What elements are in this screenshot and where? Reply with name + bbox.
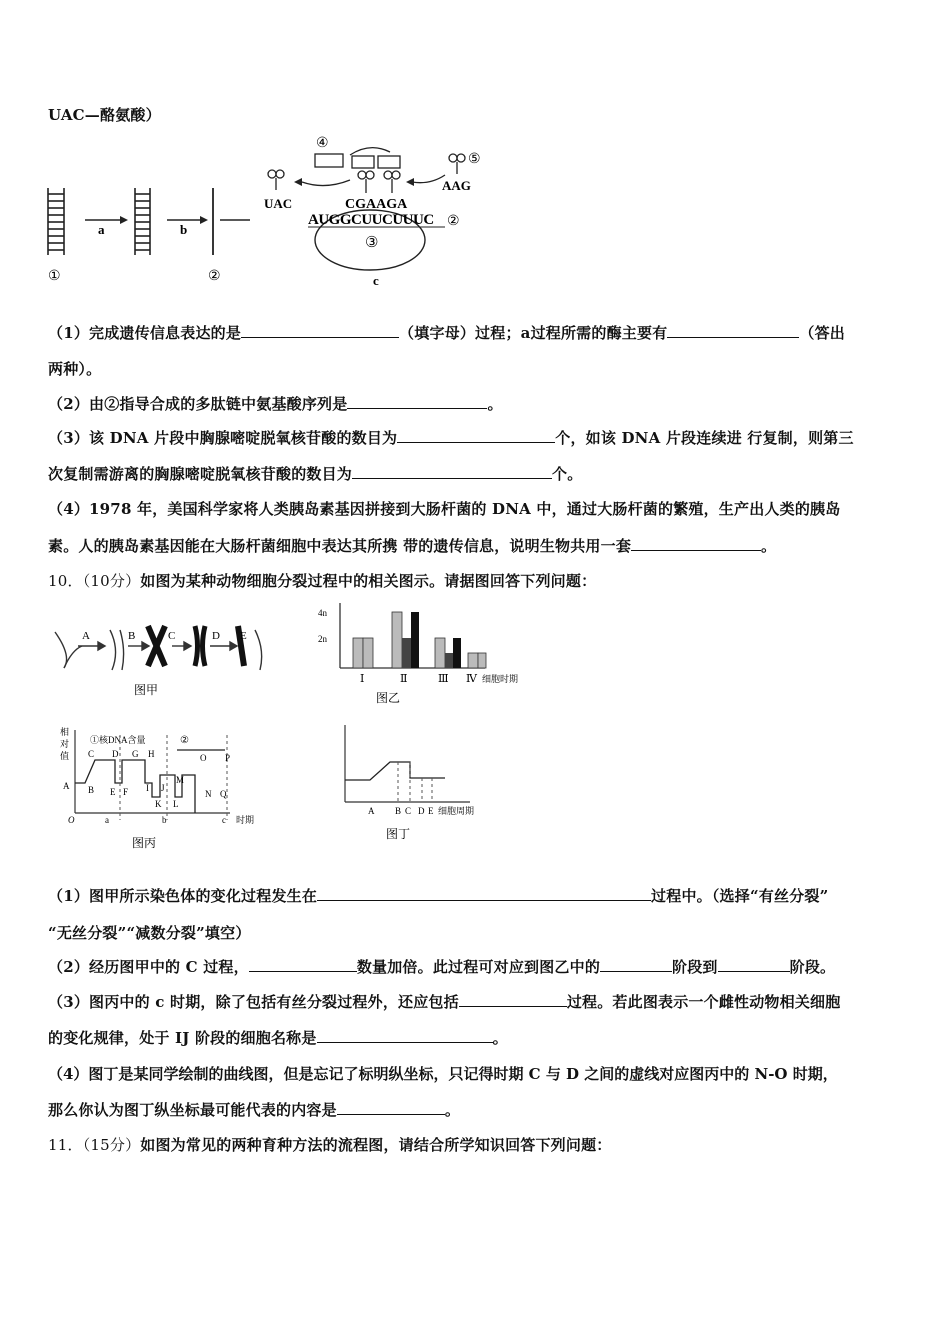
- label-num1: ①: [48, 269, 61, 284]
- q9-part1-line1: （1）完成遗传信息表达的是 （填字母）过程；a过程所需的酶主要有 （答出: [48, 324, 845, 342]
- label-num2-right: ②: [447, 214, 460, 229]
- yi-bar: [453, 638, 461, 668]
- dna-expression-figure: [40, 130, 500, 295]
- trna-pair: [350, 148, 400, 193]
- trna-right-label: AAG: [442, 178, 471, 193]
- yi-bar: [468, 653, 478, 668]
- jia-caption: 图甲: [134, 683, 159, 697]
- ding-pt-B: B: [395, 806, 402, 816]
- q9-part2: （2）由②指导合成的多肽链中氨基酸序列是 。: [48, 395, 503, 413]
- label-num3: ③: [365, 235, 379, 251]
- ding-caption: 图丁: [386, 827, 411, 841]
- label-a: a: [98, 222, 105, 237]
- figure-bing: [60, 725, 270, 855]
- yi-ytick-2n: 2n: [318, 634, 327, 644]
- yi-ytick-4n: 4n: [318, 608, 327, 618]
- yi-xtick-1: Ⅰ: [360, 673, 365, 685]
- bing-pt-L: L: [173, 799, 179, 809]
- jia-step-e: E: [240, 630, 247, 642]
- bing-pt-G: G: [132, 749, 139, 759]
- bing-ylabel-3: 值: [60, 751, 70, 761]
- q10-part3-line2: 的变化规律，处于 IJ 阶段的细胞名称是 。: [48, 1029, 508, 1047]
- q10-part4-line2: 那么你认为图丁纵坐标最可能代表的内容是 。: [48, 1101, 461, 1119]
- q9-part3-line2: 次复制需游离的胸腺嘧啶脱氧核苷酸的数目为 个。: [48, 465, 583, 483]
- figure-yi: [310, 598, 540, 710]
- anticodons: CGAAGA: [345, 197, 408, 212]
- bing-pt-F: F: [123, 787, 129, 797]
- trna-left-label: UAC: [264, 196, 293, 211]
- bing-pt-B: B: [88, 785, 95, 795]
- yi-bar: [478, 653, 486, 668]
- trna-right: [449, 154, 465, 174]
- bing-x-c: c: [222, 815, 226, 825]
- q9-blank-2[interactable]: [667, 323, 799, 338]
- bing-x-a: a: [105, 815, 109, 825]
- q9-part4-line2: 素。人的胰岛素基因能在大肠杆菌细胞中表达其所携 带的遗传信息，说明生物共用一套 。: [48, 537, 777, 555]
- bing-x-b: b: [162, 815, 167, 825]
- q10-stem: 10．（10分）如图为某种动物细胞分裂过程中的相关图示。请据图回答下列问题：: [48, 572, 597, 590]
- q9-blank-1[interactable]: [241, 323, 399, 338]
- q10-part1-line1: （1）图甲所示染色体的变化过程发生在 过程中。（选择“有丝分裂”: [48, 887, 829, 905]
- dna-ladder-left: [48, 188, 64, 255]
- yi-bar: [402, 638, 411, 668]
- yi-bar: [392, 612, 402, 668]
- yi-xtick-3: Ⅲ: [438, 673, 449, 685]
- q10-blank-1[interactable]: [317, 886, 651, 901]
- q10-part2: （2）经历图甲中的 C 过程， 数量加倍。此过程可对应到图乙中的 阶段到 阶段。: [48, 958, 836, 976]
- yi-bar: [435, 638, 445, 668]
- bing-pt-P: P: [225, 753, 231, 763]
- jia-step-a: A: [82, 630, 90, 642]
- q9-part4-line1: （4）1978 年，美国科学家将人类胰岛素基因拼接到大肠杆菌的 DNA 中，通过大肠杆菌的繁殖，生产出人类的胰岛: [48, 500, 841, 518]
- dna-ladder-right: [135, 188, 150, 255]
- yi-caption: 图乙: [376, 691, 401, 705]
- bing-origin: O: [68, 815, 75, 825]
- bing-ylabel-1: 相: [60, 727, 70, 737]
- q10-blank-4[interactable]: [718, 957, 790, 972]
- yi-xtick-4: Ⅳ: [466, 673, 477, 685]
- label-b: b: [180, 222, 188, 237]
- bing-pt-N: N: [205, 789, 212, 799]
- figure-ding: [330, 720, 500, 850]
- bing-pt-K: K: [155, 799, 162, 809]
- bing-pt-D: D: [112, 749, 119, 759]
- q10-part3-line1: （3）图丙中的 c 时期，除了包括有丝分裂过程外，还应包括 过程。若此图表示一个雌性动物相关细胞: [48, 993, 841, 1011]
- ding-pt-E: E: [428, 806, 434, 816]
- label-num4: ④: [316, 136, 329, 151]
- q10-part1-line2: “无丝分裂”“减数分裂”填空）: [48, 924, 251, 942]
- bing-pt-J: J: [161, 783, 165, 793]
- yi-xtick-2: Ⅱ: [400, 673, 408, 685]
- bing-caption: 图丙: [132, 836, 157, 850]
- bing-pt-A: A: [63, 781, 70, 791]
- q9-part3-line1: （3）该 DNA 片段中胸腺嘧啶脱氧核苷酸的数目为 个，如该 DNA 片段连续进 行复制，则第三: [48, 429, 854, 447]
- chromosome-x: [148, 626, 165, 666]
- bing-ylabel-2: 对: [60, 739, 70, 749]
- q9-part1-line2: 两种）。: [48, 360, 102, 378]
- q10-blank-6[interactable]: [317, 1028, 493, 1043]
- bing-pt-Q: Q: [220, 789, 227, 799]
- bing-pt-M: M: [176, 775, 185, 785]
- bing-xlabel: 时期: [236, 815, 255, 825]
- bing-pt-O: O: [200, 753, 207, 763]
- yi-bar: [445, 653, 453, 668]
- jia-step-b: B: [128, 630, 136, 642]
- trna-left: [268, 170, 284, 190]
- jia-step-d: D: [212, 630, 220, 642]
- q10-blank-7[interactable]: [337, 1100, 445, 1115]
- bing-pt-C: C: [88, 749, 95, 759]
- bing-legend-1: ①核DNA含量: [90, 735, 146, 745]
- q9-blank-6[interactable]: [631, 536, 761, 551]
- q9-blank-4[interactable]: [397, 428, 555, 443]
- q11-stem: 11．（15分）如图为常见的两种育种方法的流程图，请结合所学知识回答下列问题：: [48, 1136, 612, 1154]
- yi-bar: [363, 638, 373, 668]
- jia-step-c: C: [168, 630, 176, 642]
- chromosome-split: [195, 626, 205, 666]
- q9-blank-5[interactable]: [352, 464, 552, 479]
- ding-pt-C: C: [405, 806, 412, 816]
- ding-pt-D: D: [418, 806, 425, 816]
- q9-blank-3[interactable]: [347, 394, 487, 409]
- q10-blank-2[interactable]: [249, 957, 357, 972]
- figure-jia: [50, 620, 280, 700]
- ding-xlabel: 细胞周期: [438, 806, 475, 816]
- bing-pt-H: H: [148, 749, 155, 759]
- q10-blank-3[interactable]: [600, 957, 672, 972]
- label-num5: ⑤: [468, 152, 481, 167]
- bing-pt-E: E: [110, 787, 116, 797]
- yi-xlabel: 细胞时期: [482, 674, 519, 684]
- q10-blank-5[interactable]: [459, 992, 567, 1007]
- ding-pt-A: A: [368, 806, 375, 816]
- bing-pt-I: I: [146, 783, 149, 793]
- yi-bar: [353, 638, 363, 668]
- label-c: c: [373, 273, 379, 288]
- top-line: UAC—酪氨酸）: [48, 106, 161, 124]
- ding-curve: [345, 762, 445, 780]
- yi-bar: [411, 612, 419, 668]
- bing-legend-2: ②: [180, 735, 189, 746]
- label-num2-left: ②: [208, 269, 221, 284]
- q10-part4-line1: （4）图丁是某同学绘制的曲线图，但是忘记了标明纵坐标，只记得时期 C 与 D 之间的虚线对应图丙中的 N-O 时期，: [48, 1065, 838, 1083]
- mrna-sequence: AUGGCUUCUUUC: [308, 212, 434, 228]
